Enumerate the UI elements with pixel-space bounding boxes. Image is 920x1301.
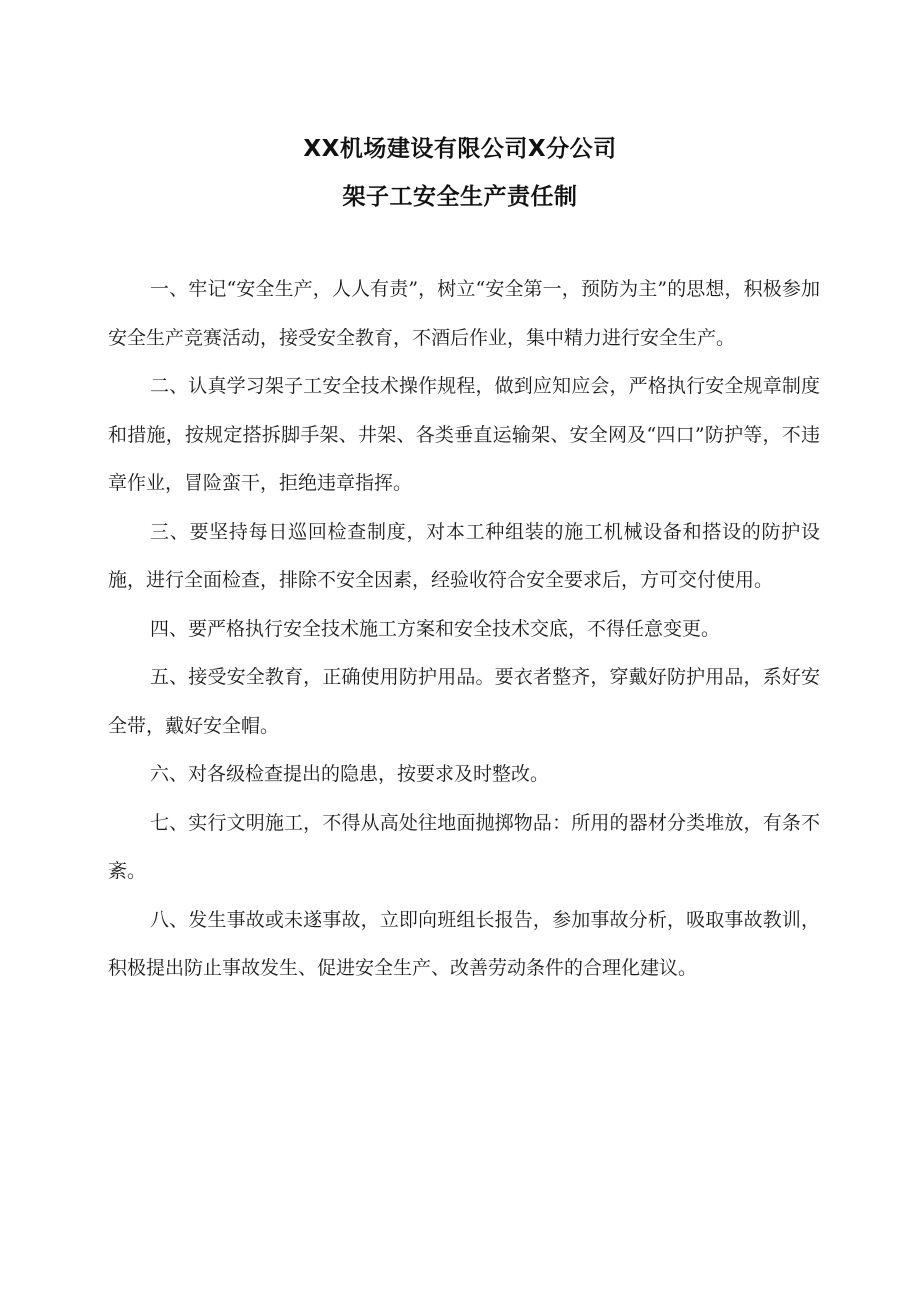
- paragraph-5: 五、接受安全教育，正确使用防护用品。要衣者整齐，穿戴好防护用品，系好安全带，戴好安全帽。: [108, 666, 820, 737]
- paragraph-4: 四、要严格执行安全技术施工方案和安全技术交底，不得任意变更。: [150, 617, 721, 640]
- company-title: XX机场建设有限公司X分公司: [303, 136, 617, 162]
- document-title: 架子工安全生产责任制: [342, 184, 578, 210]
- paragraph-8: 八、发生事故或未遂事故，立即向班组长报告，参加事故分析，吸取事故教训，积极提出防止事故发生、促进安全生产、改善劳动条件的合理化建议。: [108, 908, 820, 979]
- document-body: [108, 265, 820, 993]
- paragraph-6: 六、对各级检查提出的隐患，按要求及时整改。: [150, 763, 550, 785]
- paragraph-2: 二、认真学习架子工安全技术操作规程，做到应知应会，严格执行安全规章制度和措施，按规定搭拆脚手架、井架、各类垂直运输架、安全网及“四口”防护等，不违章作业，冒险蛮干，拒绝违章指挥。: [108, 375, 820, 494]
- paragraph-7: 七、实行文明施工，不得从高处往地面抛掷物品：所用的器材分类堆放，有条不紊。: [108, 811, 820, 882]
- paragraph-3: 三、要坚持每日巡回检查制度，对本工种组装的施工机械设备和搭设的防护设施，进行全面检查，排除不安全因素，经验收符合安全要求后，方可交付使用。: [108, 520, 820, 591]
- paragraph-1: 一、牢记“安全生产，人人有责”，树立“安全第一，预防为主”的思想，积极参加安全生产竞赛活动，接受安全教育，不酒后作业，集中精力进行安全生产。: [108, 278, 820, 349]
